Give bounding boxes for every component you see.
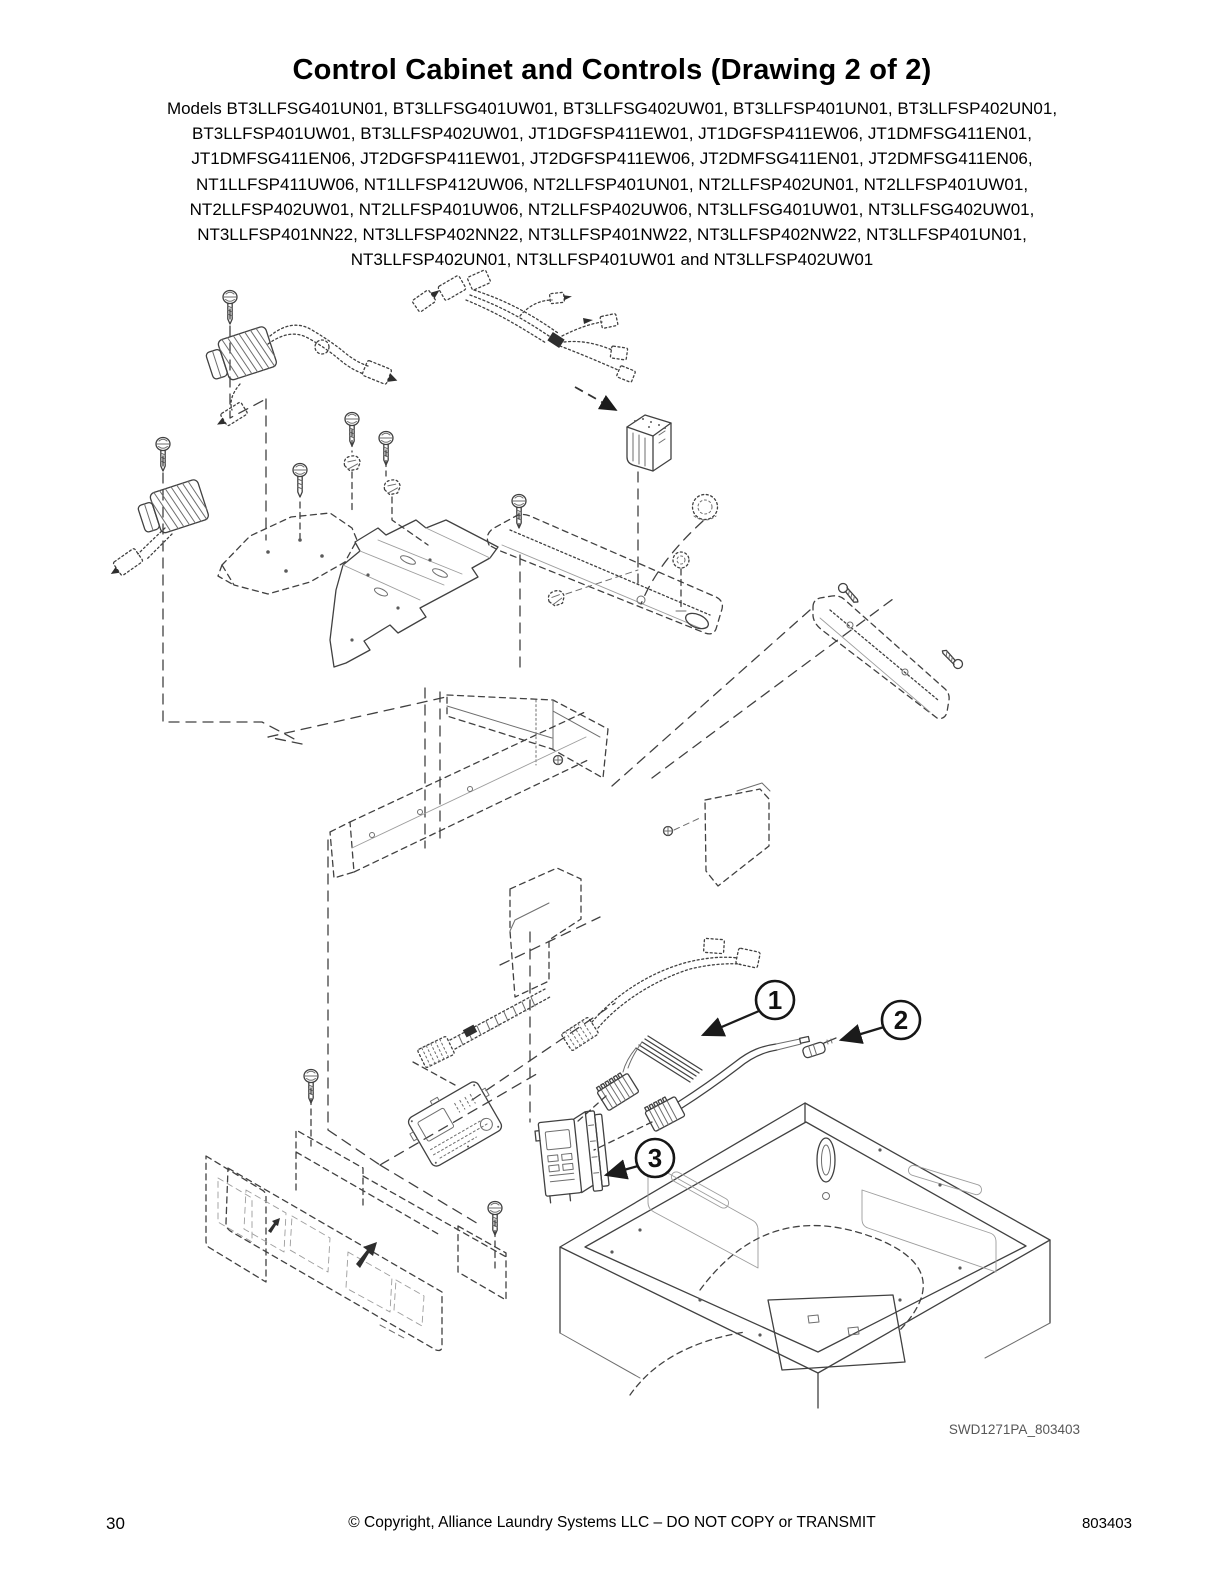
terminal-block [627, 415, 671, 471]
screw-head-icon [554, 756, 563, 765]
cabinet-base [560, 1103, 1050, 1408]
clip-nut-icon [343, 454, 362, 471]
screw-icon [293, 464, 307, 498]
callout-2 [841, 1001, 920, 1040]
copyright-text: © Copyright, Alliance Laundry Systems LLC – DO NOT COPY or TRANSMIT [348, 1514, 876, 1531]
display-controller [534, 1110, 611, 1204]
power-cord-kit-left [106, 438, 300, 743]
clip-nut-icon [546, 589, 566, 608]
plate-screws [293, 413, 428, 546]
panel-arrow-glyph [356, 1242, 377, 1268]
cap-nut-icon [673, 552, 689, 568]
callout-2-number: 2 [893, 1005, 909, 1035]
screw-head-icon [664, 827, 673, 836]
mounting-plate-solid [330, 520, 498, 667]
callout-1 [703, 981, 794, 1035]
install-arrow [575, 387, 616, 410]
mounting-plate-dashed [218, 513, 357, 594]
models-line: Models BT3LLFSG401UN01, BT3LLFSG401UW01, BT3LLFSG402UW01, BT3LLFSP401UN01, BT3LLFSP402UN01, [166, 99, 1058, 118]
bolt-icon [835, 582, 862, 604]
page-number: 30 [106, 1514, 125, 1533]
callout-1-number: 1 [767, 985, 783, 1015]
models-line: BT3LLFSP401UW01, BT3LLFSP402UW01, JT1DGFSP411EW01, JT1DGFSP411EW06, JT1DMFSG411EN01, [192, 124, 1032, 144]
power-cord-kit-top [203, 291, 400, 541]
harness-1 [561, 938, 760, 1150]
clip-nut-icon [383, 478, 402, 495]
panel-arrow-glyph [268, 1218, 280, 1233]
models-line: NT3LLFSP402UN01, NT3LLFSP401UW01 and NT3LLFSP402UW01 [350, 250, 874, 270]
models-line: NT1LLFSP411UW06, NT1LLFSP412UW06, NT2LLFSP401UN01, NT2LLFSP402UN01, NT2LLFSP401UW01, [195, 174, 1029, 194]
models-line: NT3LLFSP401NN22, NT3LLFSP402NN22, NT3LLFSP401NW22, NT3LLFSP402NW22, NT3LLFSP401UN01, [197, 225, 1027, 245]
doc-number: 803403 [1081, 1515, 1132, 1532]
bolt-icon [938, 649, 965, 670]
models-line: NT2LLFSP402UW01, NT2LLFSP401UW06, NT2LLFSP402UW06, NT3LLFSG401UW01, NT3LLFSG402UW01, [189, 199, 1035, 219]
drawing-id: SWD1271PA_803403 [948, 1422, 1080, 1437]
page-title-text: Control Cabinet and Controls (Drawing 2 of 2) [292, 54, 932, 86]
wire-harness-top [412, 270, 636, 410]
page-footer [0, 1514, 1224, 1532]
callout-3 [606, 1139, 674, 1177]
control-panel-assembly [206, 1070, 508, 1351]
callout-3-number: 3 [647, 1143, 663, 1173]
top-bracket [487, 495, 722, 634]
knurled-knob-icon [693, 495, 718, 521]
models-line: JT1DMFSG411EN06, JT2DGFSP411EW01, JT2DGFSP411EW06, JT2DMFSG411EN01, JT2DMFSG411EN06, [191, 149, 1033, 169]
